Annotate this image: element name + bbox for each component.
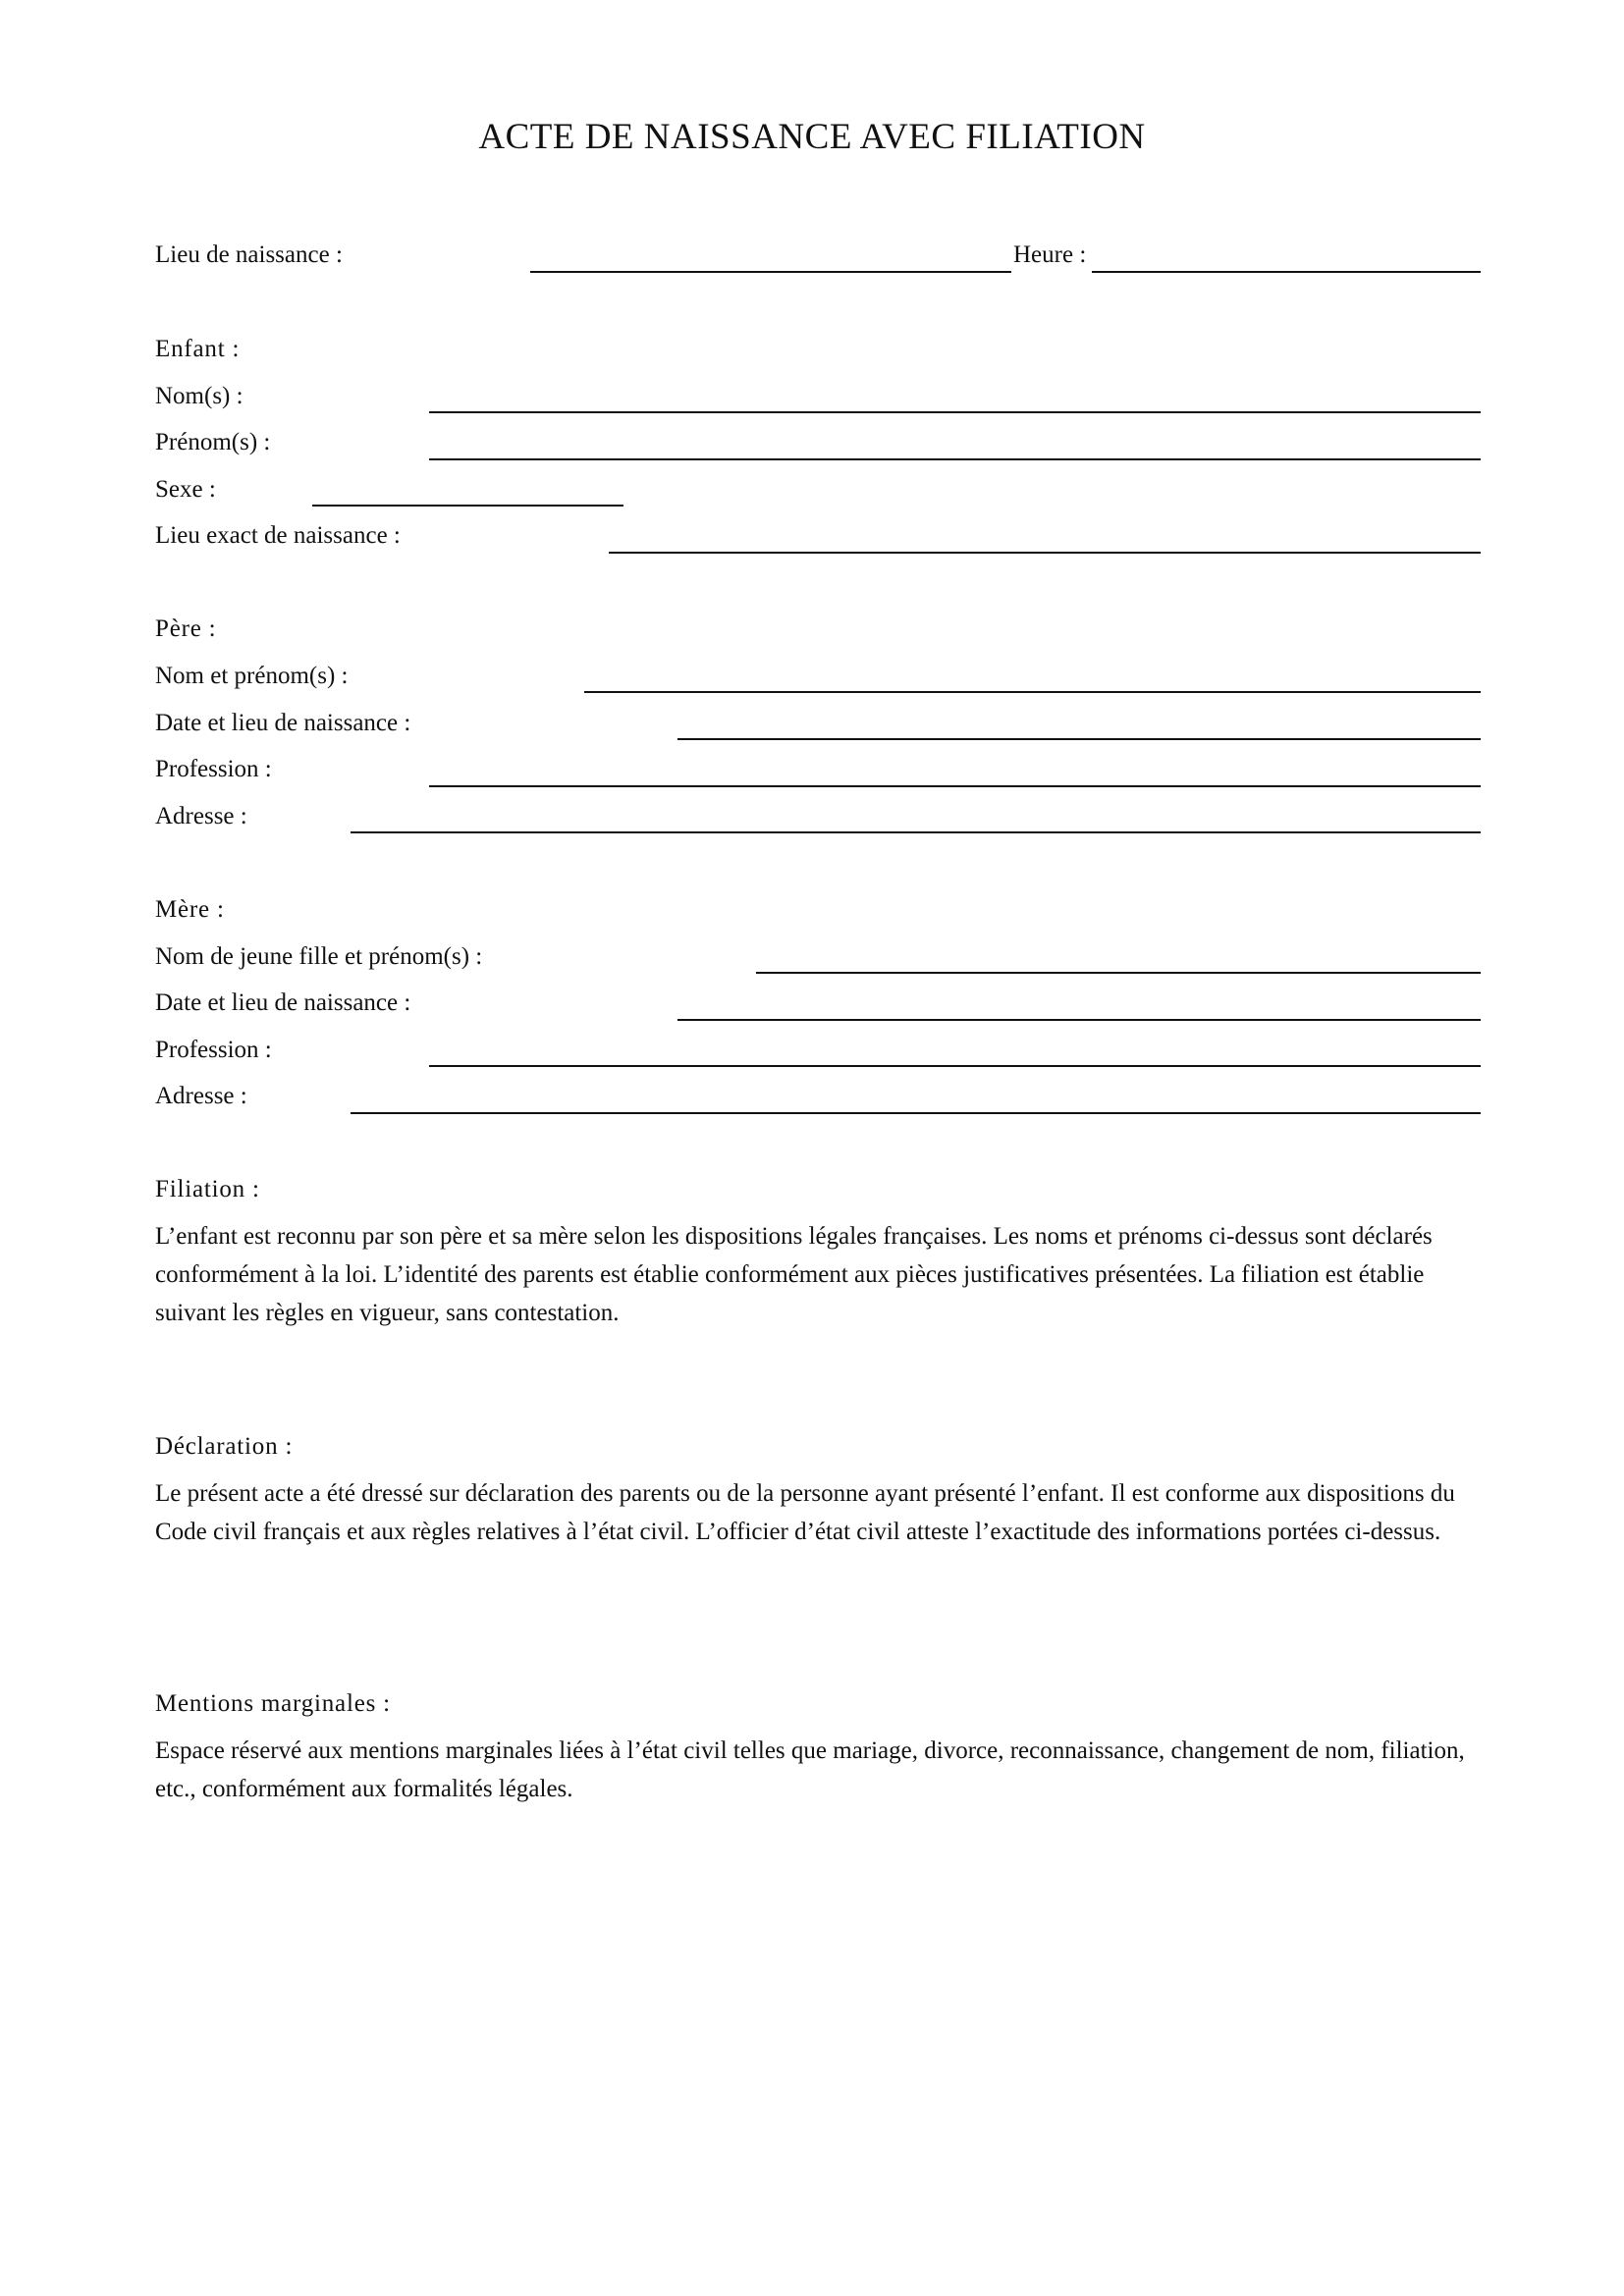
mother-birth-date-place-field[interactable]	[677, 1019, 1481, 1021]
child-exact-birthplace-field[interactable]	[609, 552, 1481, 554]
father-address-field[interactable]	[351, 831, 1481, 833]
child-first-name-field[interactable]	[429, 458, 1481, 460]
time-field[interactable]	[1092, 271, 1481, 273]
marginal-notes-text: Espace réservé aux mentions marginales liées à l’état civil telles que mariage, divorce, reconnaissance, changement de nom, filiation, etc., conformément aux formalités légales.	[155, 1737, 1465, 1802]
mother-address-label: Adresse :	[155, 1083, 247, 1109]
mother-profession-label: Profession :	[155, 1037, 272, 1063]
child-sex-field[interactable]	[312, 505, 623, 507]
filiation-text: L’enfant est reconnu par son père et sa mère selon les dispositions légales françaises. Les noms et prénoms ci-dessus sont déclarés conformément à la loi. L’identité des parents est établie conformément aux pièces justificatives présentées. La filiation est établie suivant les règles en vigueur, sans contestation.	[155, 1223, 1433, 1326]
mother-maiden-name-label: Nom de jeune fille et prénom(s) :	[155, 943, 483, 970]
child-exact-birthplace-label: Lieu exact de naissance :	[155, 522, 401, 549]
father-heading: Père :	[155, 615, 217, 642]
child-last-name-field[interactable]	[429, 411, 1481, 413]
mother-birth-date-place-label: Date et lieu de naissance :	[155, 989, 411, 1016]
document-title: ACTE DE NAISSANCE AVEC FILIATION	[478, 117, 1146, 157]
father-profession-field[interactable]	[429, 785, 1481, 787]
mother-address-field[interactable]	[351, 1112, 1481, 1114]
child-heading: Enfant :	[155, 336, 241, 362]
declaration-text: Le présent acte a été dressé sur déclaration des parents ou de la personne ayant présenté l’enfant. Il est conforme aux dispositions du Code civil français et aux règles relatives à l’état civil. L’officier d’état civil atteste l’exactitude des informations portées ci-dessus.	[155, 1480, 1455, 1545]
birthplace-label: Lieu de naissance :	[155, 241, 343, 268]
father-full-name-label: Nom et prénom(s) :	[155, 663, 349, 689]
father-profession-label: Profession :	[155, 756, 272, 782]
mother-heading: Mère :	[155, 896, 225, 923]
time-label: Heure :	[1013, 241, 1087, 268]
child-sex-label: Sexe :	[155, 476, 216, 503]
filiation-heading: Filiation :	[155, 1176, 260, 1202]
birthplace-field[interactable]	[530, 271, 1011, 273]
mother-maiden-name-field[interactable]	[756, 972, 1481, 974]
father-birth-date-place-field[interactable]	[677, 738, 1481, 740]
mother-profession-field[interactable]	[429, 1065, 1481, 1067]
father-address-label: Adresse :	[155, 803, 247, 829]
father-full-name-field[interactable]	[584, 691, 1481, 693]
child-last-name-label: Nom(s) :	[155, 383, 244, 409]
marginal-notes-heading: Mentions marginales :	[155, 1690, 391, 1717]
father-birth-date-place-label: Date et lieu de naissance :	[155, 710, 411, 736]
declaration-heading: Déclaration :	[155, 1433, 294, 1460]
child-first-name-label: Prénom(s) :	[155, 429, 271, 455]
